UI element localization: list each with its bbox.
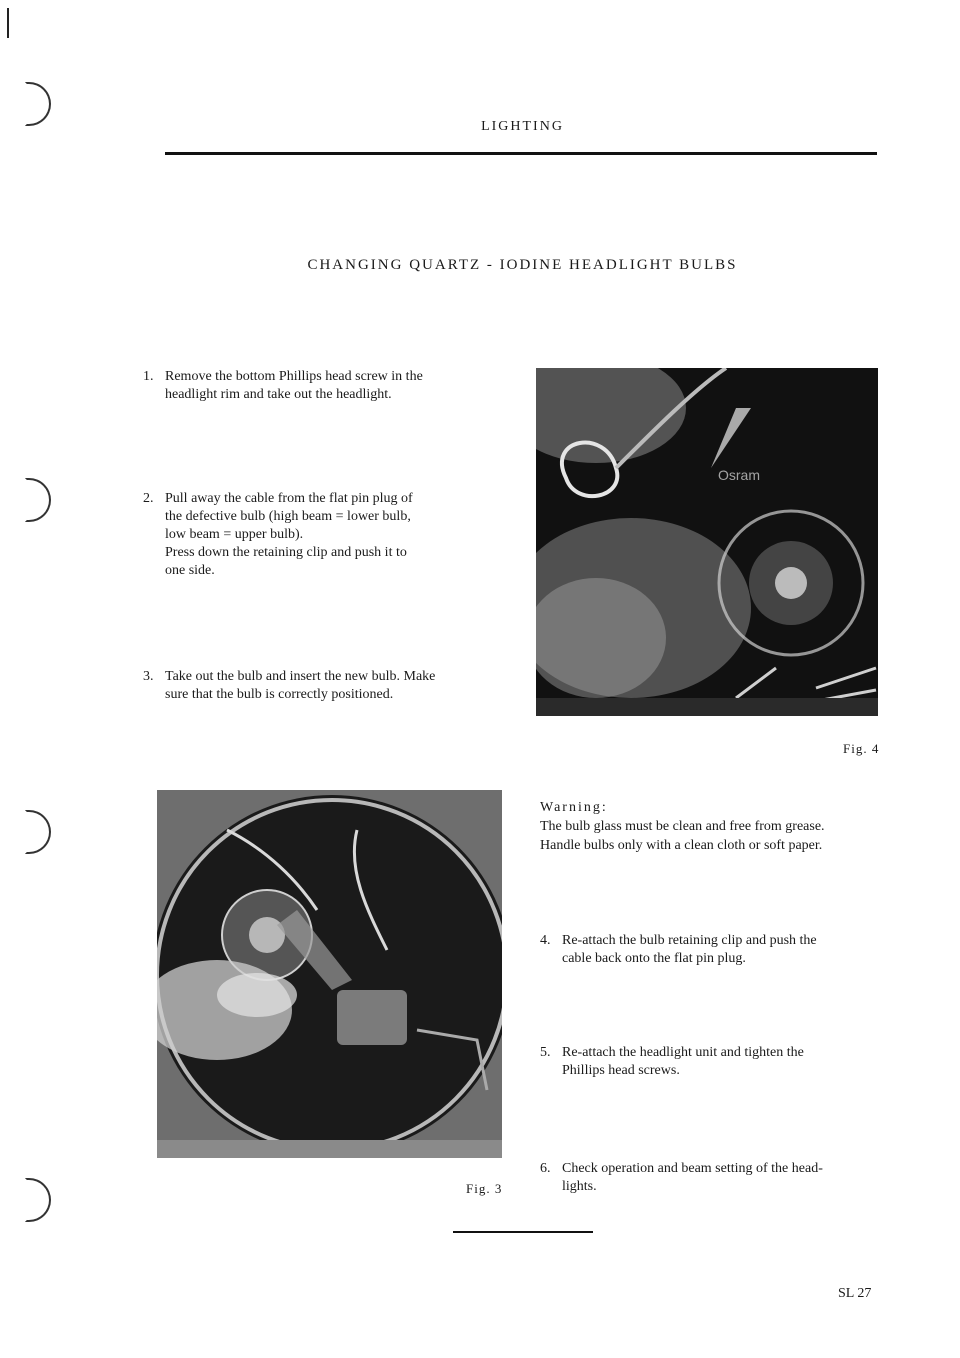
- step-text: [562, 1044, 804, 1080]
- step-line: cable back onto the flat pin plug.: [562, 951, 746, 966]
- step-line: low beam = upper bulb).: [165, 527, 304, 542]
- step-number: 2.: [143, 491, 154, 506]
- step-text: [562, 1160, 823, 1196]
- step-line: sure that the bulb is correctly positioned.: [165, 687, 394, 702]
- step-line: Re-attach the headlight unit and tighten the: [562, 1045, 804, 1060]
- step-line: Phillips head screws.: [562, 1063, 680, 1078]
- step-number: 1.: [143, 369, 154, 384]
- footer-rule: [453, 1231, 593, 1233]
- step-line: Press down the retaining clip and push it to: [165, 545, 407, 560]
- figure-4-caption: Fig. 4: [843, 741, 880, 756]
- page-header-title: LIGHTING: [481, 119, 564, 134]
- step-line: lights.: [562, 1179, 597, 1194]
- step-text: [562, 932, 817, 968]
- step-text: [165, 490, 413, 580]
- punch-hole: [25, 1178, 51, 1222]
- figure-4-photo: [536, 368, 878, 716]
- step-text: [165, 368, 423, 404]
- header-rule: [165, 152, 877, 155]
- step-line: Pull away the cable from the flat pin plug of: [165, 491, 413, 506]
- step-line: headlight rim and take out the headlight.: [165, 387, 392, 402]
- figure-3-photo: [157, 790, 502, 1158]
- step-text: [165, 668, 435, 704]
- punch-hole: [25, 810, 51, 854]
- step-line: Check operation and beam setting of the head-: [562, 1161, 823, 1176]
- step-line: Re-attach the bulb retaining clip and push the: [562, 933, 817, 948]
- step-number: 4.: [540, 933, 551, 948]
- warning-line: The bulb glass must be clean and free from grease.: [540, 819, 825, 834]
- headlight-rear-photo-illustration: [536, 368, 878, 716]
- headlight-bulb-removal-photo-illustration: [157, 790, 502, 1158]
- step-line: Remove the bottom Phillips head screw in the: [165, 369, 423, 384]
- punch-hole: [25, 478, 51, 522]
- step-number: 6.: [540, 1161, 551, 1176]
- warning-note: [540, 798, 825, 855]
- section-title: CHANGING QUARTZ - IODINE HEADLIGHT BULBS: [307, 257, 738, 273]
- binder-edge-line: [7, 8, 9, 38]
- step-number: 5.: [540, 1045, 551, 1060]
- figure-3-caption: Fig. 3: [466, 1181, 503, 1196]
- step-line: one side.: [165, 563, 215, 578]
- warning-line: Handle bulbs only with a clean cloth or soft paper.: [540, 838, 823, 853]
- step-number: 3.: [143, 669, 154, 684]
- svg-text:Osram: Osram: [718, 467, 760, 483]
- step-line: the defective bulb (high beam = lower bulb,: [165, 509, 411, 524]
- page-number: SL 27: [838, 1286, 872, 1301]
- step-line: Take out the bulb and insert the new bulb. Make: [165, 669, 436, 684]
- warning-heading: Warning:: [540, 800, 608, 815]
